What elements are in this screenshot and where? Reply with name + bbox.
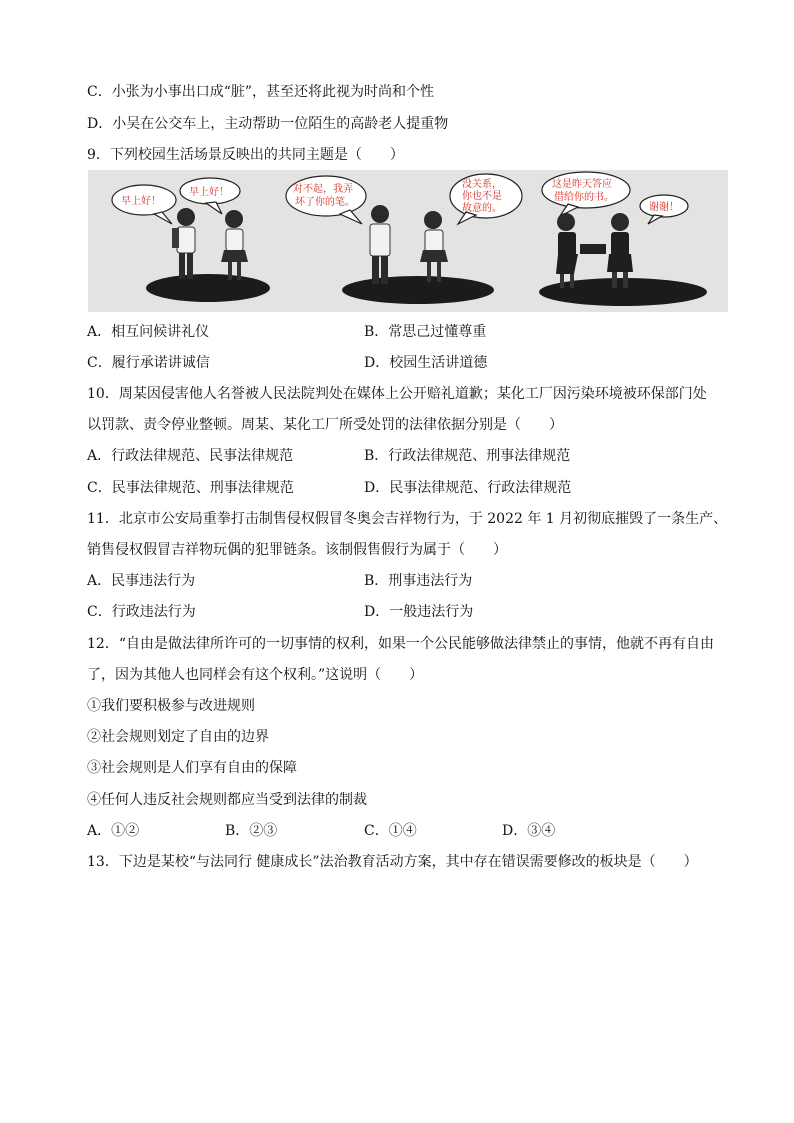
q9-option-d: D．校园生活讲道德 [364,355,488,371]
scene2-speech-bubbles [286,174,522,224]
q9-illustration [88,170,728,312]
q10-option-d: D．民事法律规范、行政法律规范 [364,480,572,496]
q10-stem-line2: 以罚款、责令停业整顿。周某、某化工厂所受处罚的法律依据分别是（ ） [87,417,563,433]
scene2-bubble-right-line1: 没关系， [462,179,502,190]
scene2-bubble-left-line1: 对不起，我弄 [293,184,353,195]
scene2-floor-shadow [342,276,494,304]
q12-statement-1: ①我们要积极参与改进规则 [87,698,255,714]
q9-option-a: A．相互问候讲礼仪 [87,324,210,340]
q11-stem-line1: 11．北京市公安局重拳打击制售侵权假冒冬奥会吉祥物行为，于 2022 年 1 月初彻底摧毁了一条生产、 [87,511,728,527]
q11-option-b: B．刑事违法行为 [364,573,473,589]
q9-option-c: C．履行承诺讲诚信 [87,355,210,371]
q10-option-a: A．行政法律规范、民事法律规范 [87,448,294,464]
q12-stem-line1: 12．“自由是做法律所许可的一切事情的权利，如果一个公民能够做法律禁止的事情，他就不再有自由 [87,636,714,652]
q11-option-d: D．一般违法行为 [364,604,474,620]
q10-option-b: B．行政法律规范、刑事法律规范 [364,448,571,464]
q12-option-b: B．②③ [225,823,278,839]
scene3-girl-figure [556,213,578,288]
scene3-book-icon [580,244,606,254]
q8-option-d: D．小吴在公交车上，主动帮助一位陌生的高龄老人提重物 [87,116,449,132]
q8-option-c: C．小张为小事出口成“脏”，甚至还将此视为时尚和个性 [87,84,435,100]
scene2-boy-figure [370,205,390,284]
q9-stem: 9．下列校园生活场景反映出的共同主题是（ ） [87,147,404,163]
q12-option-d: D．③④ [502,823,556,839]
scene2-girl-figure [420,211,448,282]
q10-option-c: C．民事法律规范、刑事法律规范 [87,480,294,496]
scene1-bubble-left-text: 早上好！ [121,196,161,207]
q12-statement-2: ②社会规则划定了自由的边界 [87,729,269,745]
q11-option-c: C．行政违法行为 [87,604,196,620]
scene1-speech-bubbles [112,178,240,224]
q11-stem-line2: 销售侵权假冒吉祥物玩偶的犯罪链条。该制假售假行为属于（ ） [87,542,507,558]
q12-stem-line2: 了，因为其他人也同样会有这个权利。”这说明（ ） [87,667,424,683]
scene1-floor-shadow [146,274,270,302]
q12-statement-3: ③社会规则是人们享有自由的保障 [87,760,297,776]
q10-stem-line1: 10．周某因侵害他人名誉被人民法院判处在媒体上公开赔礼道歉；某化工厂因污染环境被环保部门处 [87,386,707,402]
scene3-bubble-left-line2: 借给你的书。 [554,192,614,203]
q12-statement-4: ④任何人违反社会规则都应当受到法律的制裁 [87,792,367,808]
q11-option-a: A．民事违法行为 [87,573,196,589]
q13-stem: 13．下边是某校“与法同行 健康成长”法治教育活动方案，其中存在错误需要修改的板块是（ ） [87,854,698,870]
scene1-boy-figure [172,208,195,279]
q9-option-b: B．常思己过懂尊重 [364,324,487,340]
scene2-bubble-left-line2: 坏了你的笔。 [295,197,355,208]
q12-option-a: A．①② [87,823,140,839]
scene3-bubble-left-line1: 这是昨天答应 [552,179,612,190]
scene2-bubble-right-line3: 故意的。 [462,203,502,214]
scene1-girl-figure [221,210,248,280]
scene3-bubble-right-text: 谢谢！ [649,202,679,213]
scene1-bubble-right-text: 早上好！ [189,187,229,198]
q12-option-c: C．①④ [364,823,417,839]
scene2-bubble-right-line2: 你也不是 [462,191,502,202]
scene3-boy-figure [607,213,633,288]
